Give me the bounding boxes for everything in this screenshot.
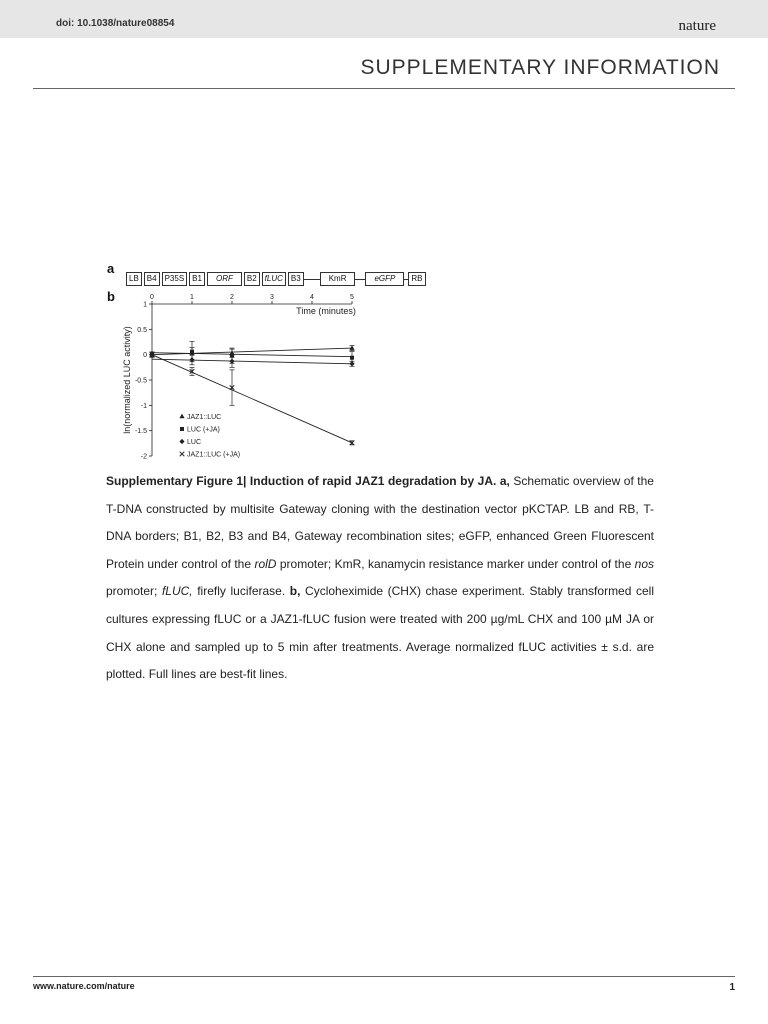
caption-fluc: fLUC, [161, 584, 193, 599]
journal-logo: nature [678, 18, 716, 34]
x-tick-label: 2 [230, 294, 234, 301]
y-tick-label: 1 [143, 301, 147, 309]
caption-text-2: promoter; KmR, kanamycin resistance marker under control of the [276, 556, 635, 571]
legend-marker [180, 452, 185, 457]
caption-text-3: promoter; [106, 584, 162, 599]
legend-marker [179, 414, 184, 419]
y-tick-label: 0 [143, 352, 147, 360]
fit-line [152, 359, 352, 364]
legend-label: LUC (+JA) [187, 426, 220, 434]
caption-nos: nos [634, 556, 655, 571]
caption-title: Supplementary Figure 1| Induction of rapid JAZ1 degradation by JA. [106, 474, 497, 488]
caption-text-5: Cycloheximide (CHX) chase experiment. Stably transformed cell cultures expressing fLUC or a JAZ1-fLUC fusion were treated with 200 µg/mL CHX and 100 µM JA or CHX alone and sampled up to 5 min after treatments. Average normalized fLUC activities ± s.d. are plotted. Full lines are best-fit lines. [106, 584, 655, 682]
caption-panel-b-label: b, [289, 584, 301, 599]
section-title: SUPPLEMENTARY INFORMATION [360, 56, 720, 79]
caption-text-1: Schematic overview of the T-DNA constructed by multisite Gateway cloning with the destination vector pKCTAP. LB and RB, T-DNA borders; B1, B2, B3 and B4, Gateway recombination sites; eGFP, enhanced Green Fluorescent Protein under control of the [106, 474, 654, 571]
y-tick-label: 0.5 [137, 326, 147, 334]
y-tick-label: -1.5 [134, 428, 147, 436]
doi-text: doi: 10.1038/nature08854 [56, 18, 175, 29]
fit-line [152, 353, 352, 357]
footer-divider [33, 976, 735, 977]
x-tick-label: 1 [190, 294, 194, 301]
y-axis-label: ln(normalized LUC activity) [122, 326, 132, 434]
panel-label-a: a [107, 261, 115, 276]
construct-link [355, 279, 365, 280]
construct-segment-b1: B1 [189, 272, 205, 286]
data-point [349, 361, 354, 366]
legend-label: JAZ1::LUC (+JA) [187, 451, 241, 459]
x-tick-label: 4 [310, 294, 314, 301]
y-tick-label: -0.5 [134, 377, 147, 385]
construct-segment-egfp: eGFP [365, 272, 404, 286]
construct-link [304, 279, 320, 280]
page-number: 1 [729, 982, 735, 993]
panel-label-b: b [107, 289, 115, 304]
caption-rold: rolD [254, 556, 277, 571]
x-tick-label: 5 [350, 294, 354, 301]
legend-label: JAZ1::LUC [187, 413, 222, 421]
x-tick-label: 0 [150, 294, 154, 301]
footer-url[interactable]: www.nature.com/nature [33, 981, 135, 991]
data-point [350, 356, 354, 360]
tdna-construct-diagram [126, 272, 426, 286]
construct-segment-lb: LB [126, 272, 142, 286]
construct-segment-b2: B2 [244, 272, 260, 286]
construct-segment-kmr: KmR [320, 272, 356, 286]
construct-segment-b4: B4 [144, 272, 160, 286]
legend-label: LUC [187, 438, 202, 446]
header-divider [33, 88, 735, 89]
data-point [349, 345, 354, 350]
construct-segment-rb: RB [408, 272, 425, 286]
y-tick-label: -2 [140, 453, 147, 461]
y-tick-label: -1 [140, 402, 147, 410]
construct-segment-fluc: fLUC [262, 272, 286, 286]
legend-marker [180, 427, 184, 431]
construct-segment-orf: ORF [207, 272, 242, 286]
construct-segment-p35s: P35S [162, 272, 188, 286]
x-axis-label: Time (minutes) [296, 306, 356, 317]
construct-segment-b3: B3 [288, 272, 304, 286]
caption-text-4: firefly luciferase. [192, 584, 290, 599]
figure-caption [106, 468, 654, 689]
data-point [190, 350, 194, 354]
legend-marker [179, 439, 184, 444]
luc-activity-chart [100, 288, 370, 468]
caption-panel-a-label: a, [499, 474, 510, 488]
x-tick-label: 3 [270, 294, 274, 301]
